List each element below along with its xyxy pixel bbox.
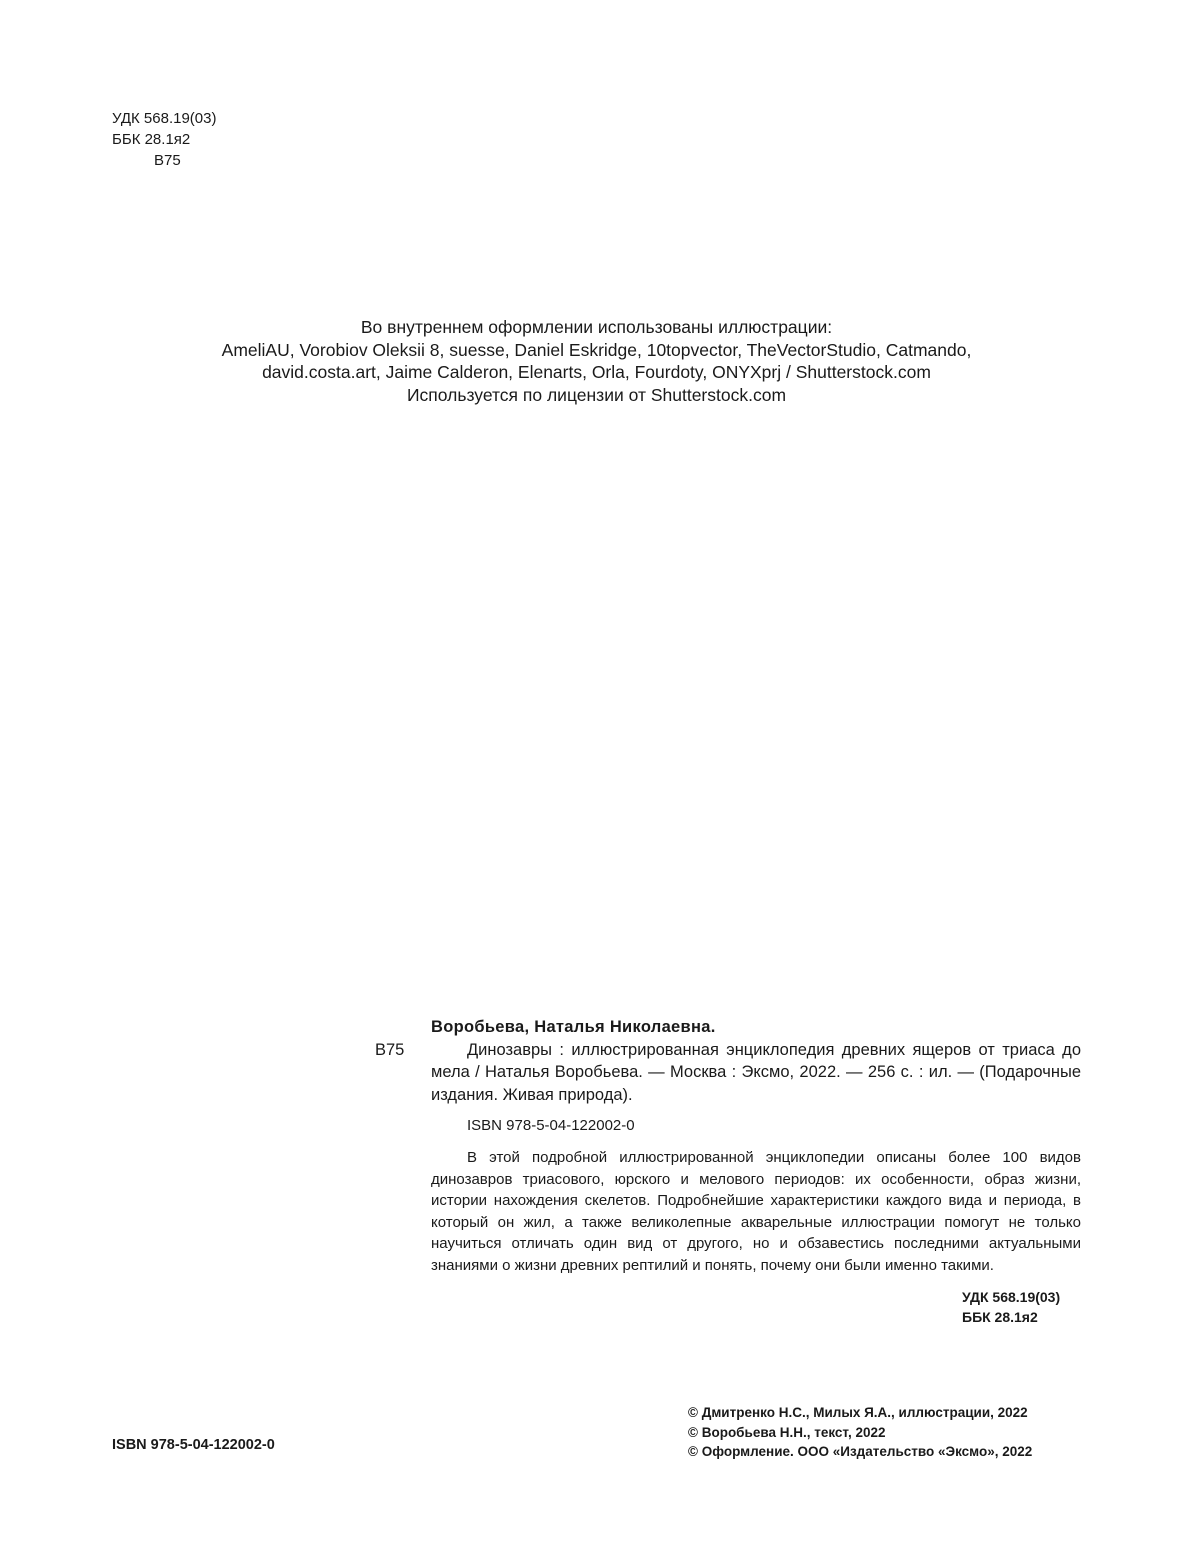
credits-line-2: AmeliAU, Vorobiov Oleksii 8, suesse, Daniel Eskridge, 10topvector, TheVectorStudio, Catmando, bbox=[221, 339, 972, 360]
record-classification bbox=[962, 1287, 1060, 1327]
copyright-design: © Оформление. ООО «Издательство «Эксмо», 2022 bbox=[688, 1444, 1033, 1459]
author-mark: В75 bbox=[154, 152, 181, 169]
copyright-block bbox=[688, 1403, 1032, 1462]
credits-line-4: Используется по лицензии от Shutterstock.com bbox=[406, 384, 787, 405]
record-author: Воробьева, Наталья Николаевна. bbox=[431, 1018, 716, 1036]
record-author-mark: В75 bbox=[375, 1040, 405, 1059]
copyright-text: © Воробьева Н.Н., текст, 2022 bbox=[688, 1424, 886, 1440]
illustration-credits bbox=[0, 316, 1193, 406]
udk-code: УДК 568.19(03) bbox=[112, 110, 217, 127]
record-entry bbox=[375, 1039, 1081, 1107]
credits-line-3: david.costa.art, Jaime Calderon, Elenarts, Orla, Fourdoty, ONYXprj / Shutterstock.com bbox=[262, 362, 931, 382]
record-annotation: В этой подробной иллюстрированной энциклопедии описаны более 100 видов динозавров триасового, юрского и мелового периодов: их особенности, образ жизни, истории нахождения скелетов. Подробнейшие характеристики каждого вида и периода, в который он жил, а также великолепные акварельные иллюстрации помогут не только научиться отличать один вид от другого, но и обзавестись последними актуальными знаниями о жизни древних рептилий и понять, почему они были именно такими. bbox=[431, 1149, 1081, 1274]
footer-isbn: ISBN 978-5-04-122002-0 bbox=[112, 1437, 275, 1453]
bibliographic-record bbox=[375, 1016, 1081, 1276]
record-bbk: ББК 28.1я2 bbox=[962, 1309, 1038, 1325]
credits-line-1: Во внутреннем оформлении использованы иллюстрации: bbox=[360, 317, 833, 337]
record-description: Динозавры : иллюстрированная энциклопедия древних ящеров от триаса до мела / Наталья Воробьева. — Москва : Эксмо, 2022. — 256 с. : ил. — (Подарочные издания. Живая природа). bbox=[431, 1040, 1081, 1104]
bbk-code: ББК 28.1я2 bbox=[112, 131, 191, 148]
classification-top bbox=[112, 108, 216, 171]
record-udk: УДК 568.19(03) bbox=[962, 1289, 1061, 1305]
copyright-illustrations: © Дмитренко Н.С., Милых Я.А., иллюстрации, 2022 bbox=[688, 1405, 1028, 1420]
record-isbn: ISBN 978-5-04-122002-0 bbox=[467, 1117, 635, 1134]
